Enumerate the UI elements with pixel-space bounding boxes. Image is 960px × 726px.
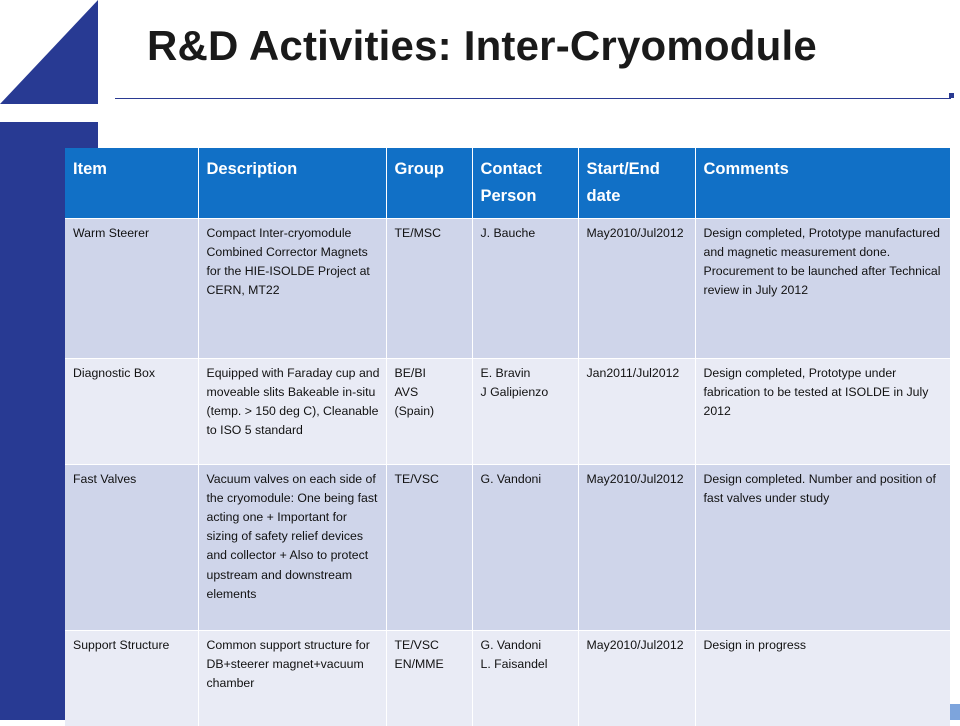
cell-contact: G. Vandoni <box>472 464 578 630</box>
cell-contact: G. Vandoni L. Faisandel <box>472 630 578 726</box>
table-row <box>65 358 950 464</box>
cell-comments: Design completed, Prototype manufactured and magnetic measurement done. Procurement to be launched after Technical review in July 2012 <box>695 218 950 358</box>
cell-comments: Design completed, Prototype under fabrication to be tested at ISOLDE in July 2012 <box>695 358 950 464</box>
cell-dates: May2010/Jul2012 <box>578 464 695 630</box>
cell-group: TE/VSC <box>386 464 472 630</box>
table-header-row <box>65 148 950 218</box>
title-underline-end <box>949 93 954 98</box>
cell-item: Support Structure <box>65 630 198 726</box>
corner-triangle-decoration <box>0 0 98 104</box>
cell-dates: May2010/Jul2012 <box>578 218 695 358</box>
cell-item: Warm Steerer <box>65 218 198 358</box>
cell-description: Vacuum valves on each side of the cryomodule: One being fast acting one + Important for sizing of safety relief devices and collector + Also to protect upstream and downstream elements <box>198 464 386 630</box>
cell-dates: May2010/Jul2012 <box>578 630 695 726</box>
cell-description: Common support structure for DB+steerer magnet+vacuum chamber <box>198 630 386 726</box>
cell-dates: Jan2011/Jul2012 <box>578 358 695 464</box>
header-contact-person: Contact Person <box>472 148 578 218</box>
cell-contact: E. Bravin J Galipienzo <box>472 358 578 464</box>
table-row <box>65 464 950 630</box>
table-row <box>65 630 950 726</box>
cell-group: TE/VSC EN/MME <box>386 630 472 726</box>
cell-item: Fast Valves <box>65 464 198 630</box>
cell-item: Diagnostic Box <box>65 358 198 464</box>
cell-group: BE/BI AVS (Spain) <box>386 358 472 464</box>
slide-title: R&D Activities: Inter-Cryomodule <box>147 22 817 69</box>
cell-contact: J. Bauche <box>472 218 578 358</box>
header-item: Item <box>65 148 198 218</box>
header-group: Group <box>386 148 472 218</box>
cell-comments: Design in progress <box>695 630 950 726</box>
cell-comments: Design completed. Number and position of fast valves under study <box>695 464 950 630</box>
header-start-end-date: Start/End date <box>578 148 695 218</box>
title-underline <box>115 98 951 99</box>
cell-description: Compact Inter-cryomodule Combined Corrector Magnets for the HIE-ISOLDE Project at CERN, MT22 <box>198 218 386 358</box>
header-description: Description <box>198 148 386 218</box>
header-comments: Comments <box>695 148 950 218</box>
table-row <box>65 218 950 358</box>
cell-description: Equipped with Faraday cup and moveable slits Bakeable in-situ (temp. > 150 deg C), Cleanable to ISO 5 standard <box>198 358 386 464</box>
cell-group: TE/MSC <box>386 218 472 358</box>
rd-activities-table <box>65 148 950 726</box>
